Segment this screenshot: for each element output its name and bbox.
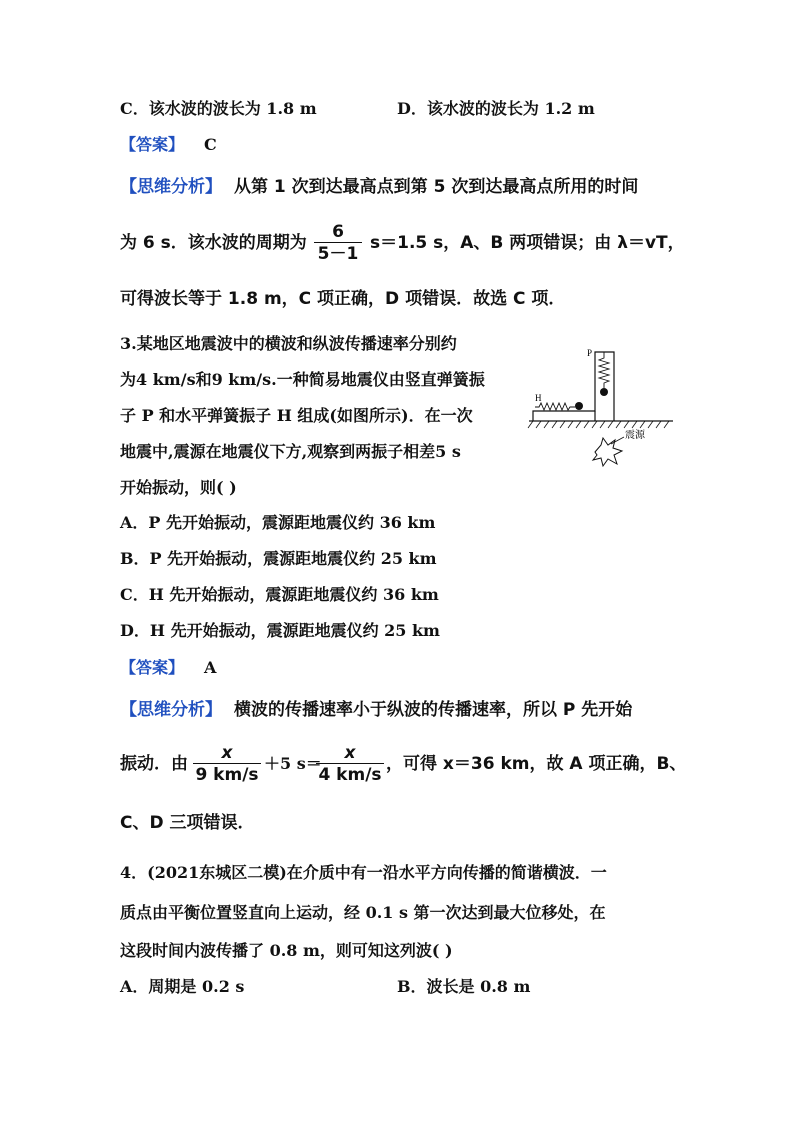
ground-hatch [528, 421, 669, 428]
q3-stem-line-3: 子 P 和水平弹簧振子 H 组成(如图所示)．在一次 [120, 406, 473, 425]
q4-stem-line-3: 这段时间内波传播了 0.8 m，则可知这列波( ) [120, 941, 453, 960]
q2-analysis-line-3: 可得波长等于 1.8 m，C 项正确，D 项错误．故选 C 项． [120, 289, 566, 309]
fraction-numerator: x [221, 743, 233, 763]
q3-option-d: D．H 先开始振动，震源距地震仪约 25 km [120, 621, 440, 640]
q2-analysis-line-2 [120, 232, 307, 254]
epicenter-burst-icon [593, 438, 622, 466]
q2-option-d: D．该水波的波长为 1.2 m [397, 99, 595, 118]
q2-analysis-text-2a: 为 6 s．该水波的周期为 [120, 233, 307, 253]
q2-analysis-text-1: 从第 1 次到达最高点到第 5 次到达最高点所用的时间 [234, 177, 639, 197]
q3-analysis-text-1: 横波的传播速率小于纵波的传播速率，所以 P 先开始 [234, 700, 633, 720]
label-h: H [535, 393, 542, 403]
q3-analysis-line-3: C、D 三项错误． [120, 813, 255, 833]
q3-stem-line-2: 为4 km/s和9 km/s.一种简易地震仪由竖直弹簧振 [120, 370, 485, 389]
q3-analysis-line-1 [120, 699, 632, 721]
q2-answer-value: C [204, 135, 217, 154]
q3-answer-line [120, 657, 216, 679]
fraction-numerator: x [344, 743, 356, 763]
fraction-denominator: 4 km/s [318, 765, 382, 785]
label-source: 震源 [625, 430, 645, 441]
seismometer-figure [527, 344, 675, 474]
q2-analysis-line-1 [120, 176, 638, 198]
analysis-label: 【思维分析】 [120, 700, 222, 720]
q4-option-b: B．波长是 0.8 m [397, 977, 531, 996]
vertical-spring [599, 352, 609, 388]
q3-stem-line-1: 3.某地区地震波中的横波和纵波传播速率分别约 [120, 334, 457, 353]
q3-stem-line-5: 开始振动，则( ) [120, 478, 237, 497]
q3-fraction-2 [316, 743, 384, 786]
q3-option-c: C．H 先开始振动，震源距地震仪约 36 km [120, 585, 439, 604]
q2-period-fraction [314, 222, 362, 265]
q3-analysis-text-2-mid: ＋5 s＝ [264, 754, 322, 773]
q3-analysis-text-2b: ，可得 x＝36 km，故 A 项正确，B、 [386, 754, 687, 774]
horizontal-spring [535, 403, 575, 410]
analysis-label: 【思维分析】 [120, 177, 222, 197]
q2-answer-line [120, 134, 217, 156]
fraction-denominator: 5－1 [317, 244, 359, 264]
answer-label: 【答案】 [120, 658, 185, 677]
q4-option-a: A．周期是 0.2 s [120, 977, 245, 996]
fraction-numerator: 6 [332, 222, 344, 242]
fraction-denominator: 9 km/s [195, 765, 259, 785]
q3-stem-line-4: 地震中,震源在地震仪下方,观察到两振子相差5 s [120, 442, 461, 461]
q4-stem-line-2: 质点由平衡位置竖直向上运动，经 0.1 s 第一次达到最大位移处，在 [120, 903, 606, 922]
answer-label: 【答案】 [120, 135, 185, 154]
q3-analysis-text-2a: 振动．由 [120, 754, 188, 774]
q3-option-b: B．P 先开始振动，震源距地震仪约 25 km [120, 549, 437, 568]
mass-p [600, 388, 608, 396]
q2-option-c: C．该水波的波长为 1.8 m [120, 99, 317, 118]
mass-h [575, 402, 583, 410]
q3-option-a: A．P 先开始振动，震源距地震仪约 36 km [120, 513, 436, 532]
q3-answer-value: A [204, 658, 217, 677]
q3-fraction-1 [193, 743, 261, 786]
label-p: P [587, 348, 593, 358]
q2-analysis-text-2b: s＝1.5 s，A、B 两项错误；由 λ＝vT， [370, 233, 685, 253]
q4-stem-line-1: 4．(2021东城区二模)在介质中有一沿水平方向传播的简谐横波．一 [120, 863, 607, 882]
